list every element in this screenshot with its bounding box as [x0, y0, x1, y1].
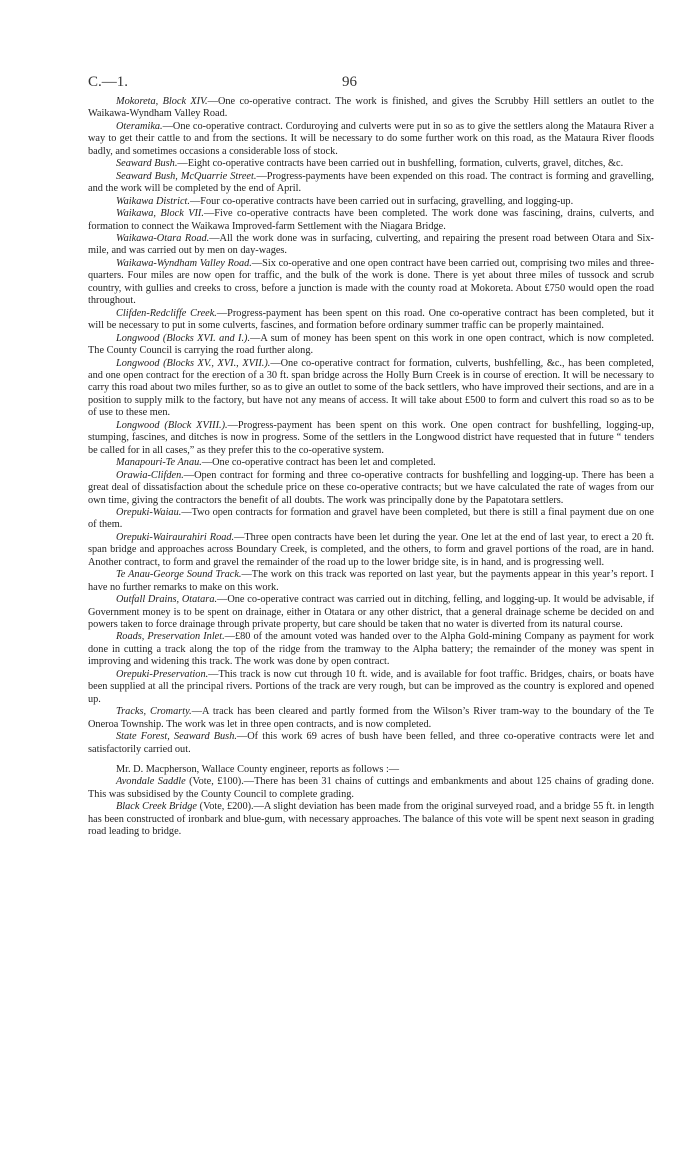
paragraph-text: —Of this work 69 acres of bush have been felled, and three co-operative contracts were let and satisfactorily carried out.: [88, 731, 654, 755]
report-paragraph: [88, 706, 654, 731]
paragraph-text: —Open contract for forming and three co-operative contracts for bushfelling and logging-up. There has been a great deal of dissatisfaction about the schedule price on these co-operative contracts; but we have calculated the rate of wages from our own time, giving the contractors the benefit of all doubts. The work was principally done by the Papatotara settlers.: [88, 469, 654, 506]
report-paragraph: [88, 233, 654, 258]
paragraph-heading: Roads, Preservation Inlet.: [116, 631, 225, 643]
report-paragraph: [88, 96, 654, 121]
paragraph-text: —A sum of money has been spent on this work in one open contract, which is now completed. The County Council is carrying the road further along.: [88, 332, 654, 357]
report-paragraph: [88, 594, 654, 631]
report-paragraph: [88, 470, 654, 507]
paragraph-text: —This track is now cut through 10 ft. wide, and is available for foot traffic. Bridges, chairs, or boats have been supplied at all the principal rivers. Portions of the track are very rough, but can be improved as the country is explored and opened up.: [88, 668, 654, 705]
report-paragraph: [88, 333, 654, 358]
paragraph-heading: Longwood (Blocks XVI. and I.).: [116, 332, 251, 344]
paragraph-text: —Progress-payment has been spent on this road. One co-operative contract has been completed, but it will be necessary to put in some culverts, fascines, and formation before ordinary summer traffic can be properly maintained.: [88, 307, 654, 332]
report-paragraph: [88, 358, 654, 420]
paragraph-heading: Waikawa, Block VII.: [116, 208, 204, 220]
report-paragraph: [88, 731, 654, 756]
report-paragraph: [88, 258, 654, 308]
paragraph-heading: Mokoreta, Block XIV.: [116, 96, 208, 107]
paragraph-heading: Black Creek Bridge: [116, 801, 197, 813]
paragraph-text: —Four co-operative contracts have been carried out in surfacing, gravelling, and logging-up.: [190, 195, 574, 207]
paragraph-text: —Five co-operative contracts have been completed. The work done was fascining, drains, culverts, and formation to connect the Waikawa Improved-farm Settlement with the Niagara Bridge.: [88, 208, 654, 232]
report-paragraph: [88, 457, 654, 469]
report-paragraph: [88, 532, 654, 569]
paragraph-heading: Waikawa-Otara Road.: [116, 232, 210, 244]
paragraph-text: —Two open contracts for formation and gravel have been completed, but there is still a final payment due on one of them.: [88, 506, 654, 531]
paragraph-text: —Three open contracts have been let during the year. One let at the end of last year, to erect a 20 ft. span bridge and approaches across Boundary Creek, is completed, and the others, to form and gravel portions of the road, are in hand. Another contract, to form and gravel the remainder of the road up to the lower bridge site, is in hand, and is progressing well.: [88, 531, 654, 568]
paragraph-text: —£80 of the amount voted was handed over to the Alpha Gold-mining Company as payment for work done in cutting a track along the top of the ridge from the tramway to the Alpha battery; the remainder of the money was spent in improving and widening this track. The work was done by open contract.: [88, 631, 654, 668]
report-paragraph: [88, 158, 654, 170]
report-paragraph: [88, 208, 654, 233]
report-paragraph: [88, 308, 654, 333]
paragraph-text: (Vote, £200).—A slight deviation has been made from the original surveyed road, and a bridge 55 ft. in length has been constructed of ironbark and blue-gum, with necessary approaches. The balance of this vote will be spent next season in grading road leading to bridge.: [88, 801, 654, 838]
paragraph-text: —All the work done was in surfacing, culverting, and repairing the present road between Otara and Six-mile, and was carried out by men on day-wages.: [88, 232, 654, 257]
paragraph-text: —Six co-operative and one open contract have been carried out, comprising two miles and three-quarters. Four miles are now open for traffic, and the bulk of the work is done. There is yet about three miles of tussock and scrub country, with gullies and creeks to cross, before a junction is made with the county road at Mokoreta. About £750 would open the road throughout.: [88, 257, 654, 307]
paragraph-text: —One co-operative contract. Corduroying and culverts were put in so as to give the settlers along the Mataura River a way to get their cattle to and from the sections. It will be necessary to do some further work on this road, as the Mataura River floods badly, and sometimes occasions a considerable loss of stock.: [88, 120, 654, 157]
report-paragraph: [88, 420, 654, 457]
paragraph-text: —Progress-payments have been expended on this road. The contract is forming and gravelling, and the work will be completed by the end of April.: [88, 170, 654, 195]
paragraph-heading: State Forest, Seaward Bush.: [116, 731, 237, 743]
paragraph-heading: Avondale Saddle: [116, 776, 186, 788]
paragraph-text: —The work on this track was reported on last year, but the payments appear in this year’s report. I have no further remarks to make on this work.: [88, 569, 654, 593]
paragraph-heading: Oteramika.: [116, 120, 163, 132]
paragraph-heading: Orawia-Clifden.: [116, 469, 184, 481]
paragraph-text: —Progress-payment has been spent on this work. One open contract for bushfelling, logging-up, stumping, fascines, and ditches is now in progress. Some of the settlers in the Longwood district have requested that in future “ tenders be called for in all cases,” as they prefer this to the co-operative system.: [88, 419, 654, 456]
paragraph-heading: Orepuki-Wairaurahiri Road.: [116, 531, 235, 543]
paragraph-heading: Longwood (Block XVIII.).: [116, 419, 228, 431]
engineer-intro: Mr. D. Macpherson, Wallace County engineer, reports as follows :—: [116, 764, 400, 776]
paragraph-heading: Longwood (Blocks XV., XVI., XVII.).: [116, 357, 271, 369]
paragraph-heading: Seaward Bush, McQuarrie Street.: [116, 170, 257, 182]
paragraph-heading: Manapouri-Te Anau.: [116, 457, 202, 469]
paragraph-heading: Clifden-Redcliffe Creek.: [116, 307, 217, 319]
paragraph-text: (Vote, £100).—There has been 31 chains of cuttings and embankments and about 125 chains of grading done. This was subsidised by the County Council to complete grading.: [88, 776, 654, 800]
paragraph-text: —Eight co-operative contracts have been carried out in bushfelling, formation, culverts, gravel, ditches, &c.: [177, 158, 624, 170]
report-paragraph: [88, 121, 654, 158]
report-paragraph: [88, 669, 654, 706]
paragraph-heading: Te Anau-George Sound Track.: [116, 569, 242, 581]
paragraph-text: —One co-operative contract was carried out in ditching, felling, and logging-up. It would be advisable, if Government money is to be spent on drainage, either in Otatara or any other district, that a general drainage scheme be decided on and powers taken to force drainage through private property, but care should be taken that no water is diverted from its natural course.: [88, 594, 654, 631]
paragraph-heading: Orepuki-Preservation.: [116, 668, 209, 680]
section-gap: [88, 756, 654, 764]
paragraph-text: —One co-operative contract for formation, culverts, bushfelling, &c., has been completed, and one open contract for the erection of a 30 ft. span bridge across the Holly Burn Creek is in course of erection. It will be necessary to carry this road about two miles further, so as to give an outlet to some of the back settlers, who have improved their sections, and are in a position to supply milk to the factory, but have not any means of access. It will take about £500 to form and culvert this road so as to be of use to these men.: [88, 357, 654, 419]
paragraph-text: —A track has been cleared and partly formed from the Wilson’s River tram-way to the boundary of the Te Oneroa Township. The work was let in three open contracts, and is now completed.: [88, 706, 655, 730]
report-paragraph: [88, 569, 654, 594]
report-paragraph: [88, 171, 654, 196]
paragraph-text: —One co-operative contract. The work is finished, and gives the Scrubby Hill settlers an outlet to the Waikawa-Wyndham Valley Road.: [88, 96, 654, 120]
report-paragraph: [88, 196, 654, 208]
paragraph-heading: Seaward Bush.: [116, 158, 178, 170]
report-body: [88, 96, 654, 839]
paragraph-heading: Waikawa-Wyndham Valley Road.: [116, 257, 252, 269]
paragraph-heading: Tracks, Cromarty.: [116, 706, 192, 718]
paragraph-text: —One co-operative contract has been let and completed.: [201, 457, 436, 469]
paragraph-heading: Waikawa District.: [116, 195, 190, 207]
paragraph-heading: Orepuki-Waiau.: [116, 506, 182, 518]
report-paragraph: [88, 631, 654, 668]
report-paragraph: [88, 776, 654, 801]
document-reference: C.—1.: [88, 74, 129, 90]
report-paragraph: [88, 507, 654, 532]
report-paragraph: [88, 801, 654, 838]
paragraph-heading: Outfall Drains, Otatara.: [116, 594, 218, 606]
page-number: 96: [342, 74, 357, 90]
